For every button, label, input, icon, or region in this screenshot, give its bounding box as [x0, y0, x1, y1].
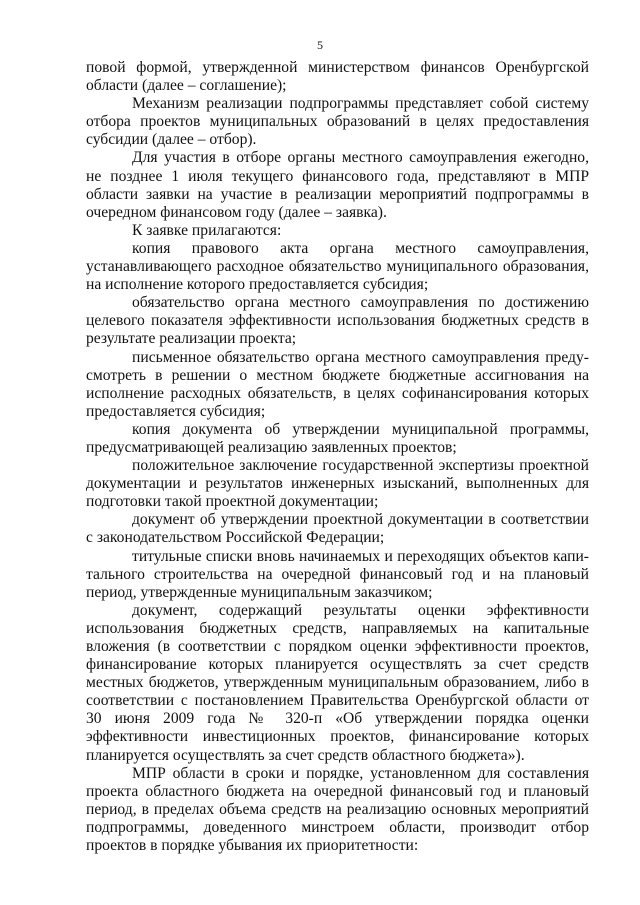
paragraph-written-obligation: письменное обязательство органа местного самоуправления предусмотреть в решении о местном бюджете бюджетные ассигнования на исполнение расходных обязательств, в целях софинансирования которых предоставляется субсидия; — [86, 348, 589, 420]
paragraph-program-document: копия документа об утверждении муниципальной программы, предусматривающей реализацию заявленных проектов; — [86, 420, 589, 456]
paragraph-attachments-intro: К заявке прилагаются: — [132, 221, 282, 239]
paragraph-participation: Для участия в отборе органы местного самоуправления ежегодно, не позднее 1 июля текущего финансового года, представляют в МПР области заявки на участие в реализации мероприятий подпрограммы в очередном финансовом году (далее – заявка). — [86, 149, 589, 221]
paragraph-efficiency-assessment: документ, содержащий результаты оценки эффективности использования бюджетных средств, направляемых на капитальные вложения (в соответствии с порядком оценки эффективности проектов, финансирование которых планируется осуществлять за счет средств местных бюджетов, утвержденным муниципальным образованием, либо в соответствии с постановлением Правительства Оренбургской области от 30 июня 2009 года № 320-п «Об утверждении порядка оценки эффективности инвестиционных проектов, финансирование которых планируется осуществлять за счет средств областного бюджета»). — [86, 601, 589, 764]
paragraph-legal-act-copy: копия правового акта органа местного самоуправления, устанавливающего расходное обязательство муниципального образования, на исполнение которого предоставляется субсидия; — [86, 239, 589, 294]
paragraph-title-lists: титульные списки вновь начинаемых и переходящих объектов капитального строительства на очередной финансовый год и на плановый период, утвержденные муниципальным заказчиком; — [86, 547, 589, 601]
paragraph-selection: МПР области в сроки и порядке, установленном для составления проекта областного бюджета на очередной финансовый год и плановый период, в пределах объема средств на реализацию основных мероприятий подпрограммы, доведенного минстроем области, производит отбор проектов в порядке убывания их приоритетности: — [86, 764, 589, 855]
paragraph-project-approval: документ об утверждении проектной документации в соответствии с законодательством Российской Федерации; — [86, 511, 589, 547]
paragraph-target-obligation: обязательство органа местного самоуправления по достижению целевого показателя эффективности использования бюджетных средств в результате реализации проекта; — [86, 294, 589, 348]
document-body — [86, 59, 589, 855]
page-number: 5 — [317, 38, 323, 52]
paragraph-continuation: повой формой, утвержденной министерством финансов Оренбургской области (далее – соглашение); — [86, 59, 589, 95]
paragraph-expertise-conclusion: положительное заключение государственной экспертизы проектной документации и результатов инженерных изысканий, выполненных для подготовки такой проектной документации; — [86, 457, 589, 511]
paragraph-mechanism: Механизм реализации подпрограммы представляет собой систему отбора проектов муниципальных образований в целях предоставления субсидии (далее – отбор). — [86, 95, 589, 149]
